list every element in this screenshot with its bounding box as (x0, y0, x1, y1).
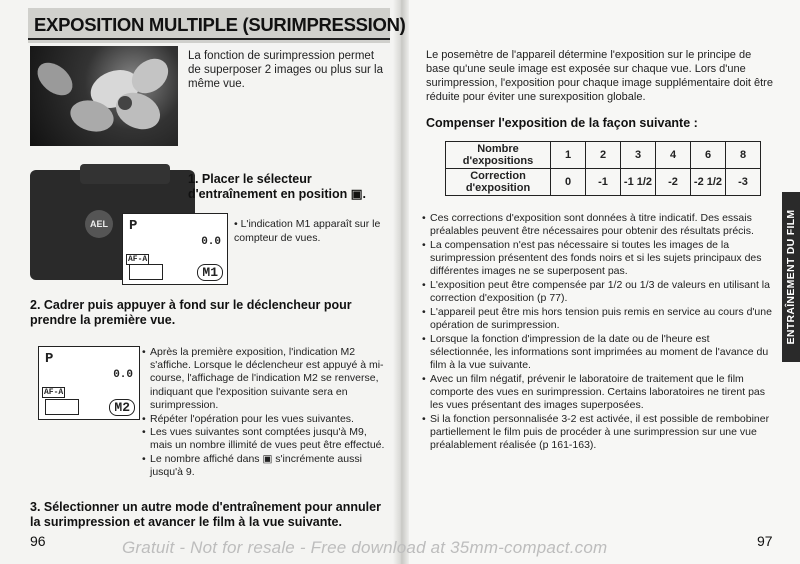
step-2-heading: 2. Cadrer puis appuyer à fond sur le déclencheur pour prendre la première vue. (30, 298, 352, 327)
lcd-mode: P (129, 218, 138, 234)
table-cell: 3 (621, 142, 656, 169)
compensation-notes (422, 212, 774, 453)
side-tab-label: ENTRAÎNEMENT DU FILM (785, 209, 797, 345)
step-1-heading: 1. Placer le sélecteur d'entraînement en position ▣. (188, 172, 366, 201)
step-3-heading: 3. Sélectionner un autre mode d'entraînement pour annuler la surimpression et avancer le film à la vue suivante. (30, 500, 381, 529)
title-rule (28, 38, 390, 40)
list-item: • L'exposition peut être compensée par 1/2 ou 1/3 de valeurs en utilisant la correction d'exposition (p 77). (422, 279, 774, 305)
lcd-mode: P (45, 351, 54, 367)
watermark: Gratuit - Not for resale - Free download at 35mm-compact.com (122, 538, 608, 557)
ael-button-label: AEL (85, 210, 113, 238)
table-cell: 0 (551, 169, 586, 196)
table-cell: -3 (726, 169, 761, 196)
page-number-right: 97 (757, 533, 773, 549)
exposure-table (445, 141, 761, 196)
list-item: • Ces corrections d'exposition sont données à titre indicatif. Des essais préalables peuvent être nécessaires pour obtenir des résultats précis. (422, 212, 774, 238)
step-2-notes (142, 346, 388, 480)
lcd-counter: M2 (109, 399, 135, 416)
table-header-cell: Correction d'exposition (446, 169, 551, 196)
lcd-value: 0.0 (113, 369, 133, 381)
lcd-value: 0.0 (201, 236, 221, 248)
lcd-af-mode: AF-A (128, 255, 148, 264)
table-cell: -2 (656, 169, 691, 196)
list-item: • Lorsque la fonction d'impression de la date ou de l'heure est sélectionnée, les informations sont imprimées au moment de l'avance du film à la vue suivante. (422, 333, 774, 373)
list-item: • L'appareil peut être mis hors tension puis remis en service au cours d'une opération de surimpression. (422, 306, 774, 332)
table-row (446, 142, 761, 169)
table-header-cell: Nombre d'expositions (446, 142, 551, 169)
table-cell: 6 (691, 142, 726, 169)
list-item: • Après la première exposition, l'indication M2 s'affiche. Lorsque le déclencheur est appuyé à mi-course, l'affichage de l'indication M2 se renverse, indiquant que l'exposition suivante sera en surimpression. (142, 346, 388, 412)
chapter-side-tab (782, 192, 800, 362)
list-item: • Le nombre affiché dans ▣ s'incrémente aussi jusqu'à 9. (142, 453, 388, 479)
page-number-left: 96 (30, 533, 46, 549)
lcd-panel-m1 (122, 213, 228, 285)
table-cell: 1 (551, 142, 586, 169)
intro-text: La fonction de surimpression permet de superposer 2 images ou plus sur la même vue. (188, 50, 383, 90)
table-cell: 4 (656, 142, 691, 169)
page-title: EXPOSITION MULTIPLE (SURIMPRESSION) (34, 14, 406, 35)
step-1-note: • L'indication M1 apparaît sur le compteur de vues. (234, 218, 381, 244)
table-cell: 8 (726, 142, 761, 169)
right-intro-text: Le posemètre de l'appareil détermine l'exposition sur le principe de base qu'une seule image est exposée sur chaque vue. Lors d'une surimpression, l'exposition pour chaque image supplémentaire doit être réduite pour éviter une surexposition globale. (426, 49, 773, 103)
book-gutter (393, 0, 409, 564)
list-item: • Si la fonction personnalisée 3-2 est activée, il est possible de rembobiner partiellement le film puis de procéder à une surimpression sur une vue préalablement réalisée (p 161-163). (422, 413, 774, 453)
lcd-frame-icon (45, 399, 79, 415)
list-item: • La compensation n'est pas nécessaire si toutes les images de la surimpression présentent des fonds noirs et si les sujets principaux des différentes images ne se superposent pas. (422, 239, 774, 279)
flower-photo (30, 46, 178, 146)
table-row (446, 169, 761, 196)
lcd-counter: M1 (197, 264, 223, 281)
lcd-panel-m2 (38, 346, 140, 420)
list-item: • Avec un film négatif, prévenir le laboratoire de traitement que le film comporte des vues en surimpression. Certains laboratoires ne tirent pas les vues présentant des images superposées. (422, 373, 774, 413)
table-cell: -2 1/2 (691, 169, 726, 196)
list-item: • Répéter l'opération pour les vues suivantes. (142, 413, 388, 426)
compensation-subheading: Compenser l'exposition de la façon suivante : (426, 116, 698, 130)
list-item: • Les vues suivantes sont comptées jusqu'à M9, mais un nombre illimité de vues peut être effectué. (142, 426, 388, 452)
lcd-frame-icon (129, 264, 163, 280)
table-cell: -1 1/2 (621, 169, 656, 196)
lcd-af-mode: AF-A (44, 388, 64, 397)
table-cell: 2 (586, 142, 621, 169)
table-cell: -1 (586, 169, 621, 196)
